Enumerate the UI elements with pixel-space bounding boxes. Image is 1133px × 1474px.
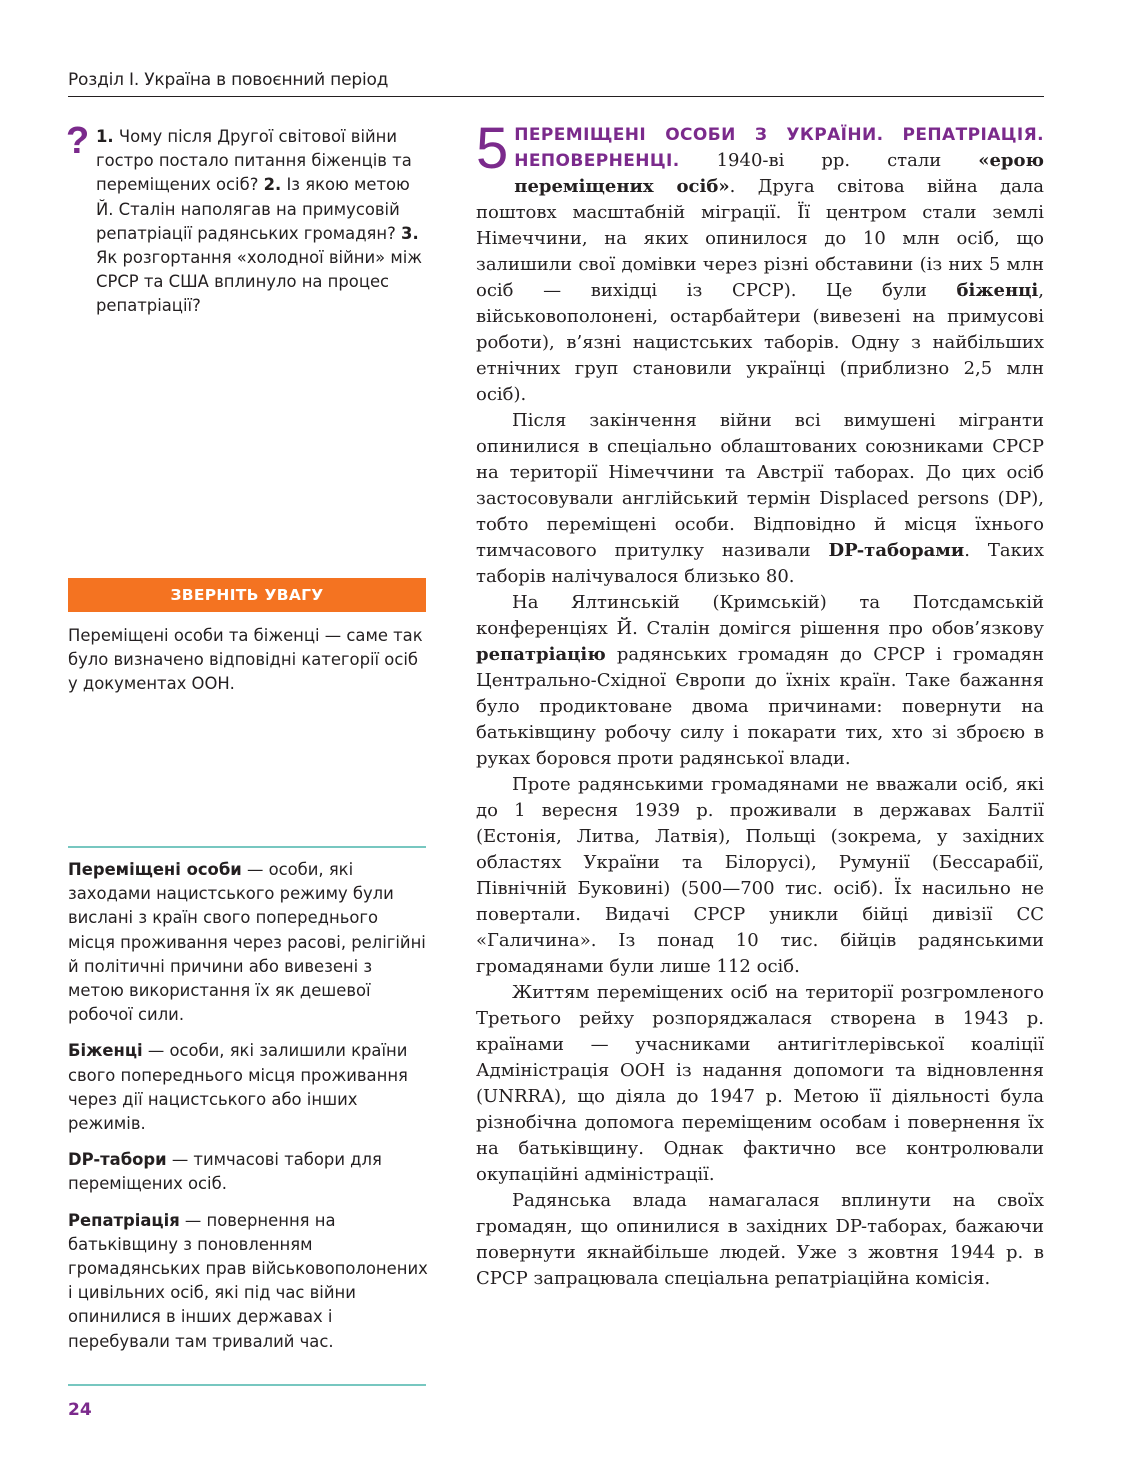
glossary-term: Біженці	[68, 1041, 143, 1061]
question-3-text: Як розгортання «холодної війни» між СРСР та США вплинуло на процес репатріації?	[96, 248, 423, 316]
attention-banner: ЗВЕРНІТЬ УВАГУ	[68, 578, 426, 612]
glossary-term: Репатріація	[68, 1210, 180, 1230]
p3-text-c: радянських громадян до СРСР і громадян Центрально-Східної Європи до їхніх країн. Таке бажання було продиктоване двома причинами: повернути на батьківщину робочу силу і покарати тих, хто зі зброєю в руках боровся проти радянської влади.	[476, 644, 1044, 769]
paragraph-1	[476, 116, 1045, 408]
paragraph-5: Життям переміщених осіб на території розгромленого Третього рейху розпоряджалася створена в 1943 р. країнами — учасниками антигітлерівської коаліції Адміністрація ООН із надання допомоги та відновлення (UNRRA), що діяла до 1947 р. Метою її діяльності була різнобічна допомога переміщеним особам і повернення їх на батьківщину. Однак фактично все контролювали окупаційні адміністрації.	[476, 982, 1044, 1185]
glossary-top-divider	[68, 846, 426, 848]
main-text	[476, 116, 1045, 1292]
glossary-term: DP-табори	[68, 1150, 167, 1170]
p3-text-a: На Ялтинській (Кримській) та Потсдамській конференціях Й. Сталін домігся рішення про обов’язкову	[476, 592, 1044, 639]
paragraph-2	[476, 408, 1044, 590]
glossary-item	[68, 858, 428, 1027]
question-1-text: Чому після Другої світової війни гостро постало питання біженців та переміщених осіб?	[96, 127, 412, 195]
p1-text-a: 1940-ві рр. стали	[679, 150, 979, 171]
question-2-number: 2.	[263, 175, 282, 195]
question-2-text: Із якою метою Й. Сталін наполягав на примусовій репатріації радянських громадян?	[96, 175, 410, 243]
glossary-definition: — тимчасові табори для переміщених осіб.	[68, 1150, 382, 1194]
glossary-term: Переміщені особи	[68, 860, 242, 879]
paragraph-4: Проте радянськими громадянами не вважали осіб, які до 1 вересня 1939 р. проживали в державах Балтії (Естонія, Литва, Латвія), Польщі (зокрема, у західних областях України та Білорусі), Румунії (Бессарабії, Північній Буковині) (500—700 тис. осіб). Їх насильно не повертали. Видачі СРСР уникли бійці дивізії СС «Галичина». Із понад 10 тис. бійців радянськими громадянами були лише 112 осіб.	[476, 774, 1044, 977]
paragraph-3	[476, 590, 1044, 772]
glossary-item	[68, 1039, 428, 1136]
header-divider	[68, 96, 1044, 97]
question-3-number: 3.	[401, 223, 419, 243]
glossary-item	[68, 1148, 428, 1196]
p2-text-a: Після закінчення війни всі вимушені мігранти опинилися в спеціально облаштованих союзниками СРСР на території Німеччини та Австрії таборах. До цих осіб застосовували англійський термін Displaced persons (DP), тобто переміщені особи. Відповідно й місця їхнього тимчасового притулку називали	[476, 410, 1044, 561]
section-number: 5	[476, 116, 509, 181]
p3-term-repatriation: репатріацію	[476, 644, 606, 665]
paragraph-6: Радянська влада намагалася вплинути на своїх громадян, що опинилися в західних DP-таборах, бажаючи повернути якнайбільше людей. Уже з жовтня 1944 р. в СРСР запрацювала спеціальна репатріаційна комісія.	[476, 1190, 1044, 1289]
attention-text: Переміщені особи та біженці — саме так було визначено відповідні категорії осіб у документах ООН.	[68, 626, 423, 694]
question-1-number: 1.	[96, 127, 114, 146]
glossary-definition: — повернення на батьківщину з поновленням громадянських прав військовополонених і цивільних осіб, які під час війни опинилися в інших державах і перебували там тривалий час.	[68, 1210, 428, 1351]
review-questions	[96, 125, 428, 319]
page-number: 24	[68, 1400, 92, 1420]
running-head: Розділ І. Україна в повоєнний період	[68, 70, 389, 90]
p1-text-e: , військовополонені, остарбайтери (вивезені на примусові роботи), в’язні нацистських таборів. Одну з найбільших етнічних груп становили українці (приблизно 2,5 млн осіб).	[476, 280, 1044, 405]
p1-term-era: «ерою переміщених осіб»	[514, 150, 1044, 197]
glossary-definition: — особи, які залишили країни свого попереднього місця проживання через дії нацистського або інших режимів.	[68, 1041, 408, 1134]
p1-text-c: . Друга світова війна дала поштовх масштабній міграції. Її центром стали землі Німеччини, на яких опинилося до 10 млн осіб, що залишили свої домівки через різні обставини (із них 5 млн осіб — вихідці із СРСР). Це були	[476, 176, 1045, 301]
section-title: ПЕРЕМІЩЕНІ ОСОБИ З УКРАЇНИ. РЕПАТРІАЦІЯ. НЕПОВЕРНЕНЦІ.	[514, 125, 1044, 171]
glossary-definition: — особи, які заходами нацистського режиму були вислані з країн свого попереднього місця проживання через расові, релігійні й політичні причини або вивезені з метою використання їх як дешевої робочої сили.	[68, 860, 426, 1025]
question-mark-icon: ?	[66, 120, 90, 162]
p2-term-dp-camps: DP-таборами	[828, 540, 965, 561]
glossary	[68, 858, 428, 1366]
p1-term-refugees: біженці	[956, 280, 1039, 301]
glossary-item	[68, 1209, 428, 1354]
glossary-bottom-divider	[68, 1384, 426, 1386]
p2-text-c: . Таких таборів налічувалося близько 80.	[476, 540, 1044, 587]
